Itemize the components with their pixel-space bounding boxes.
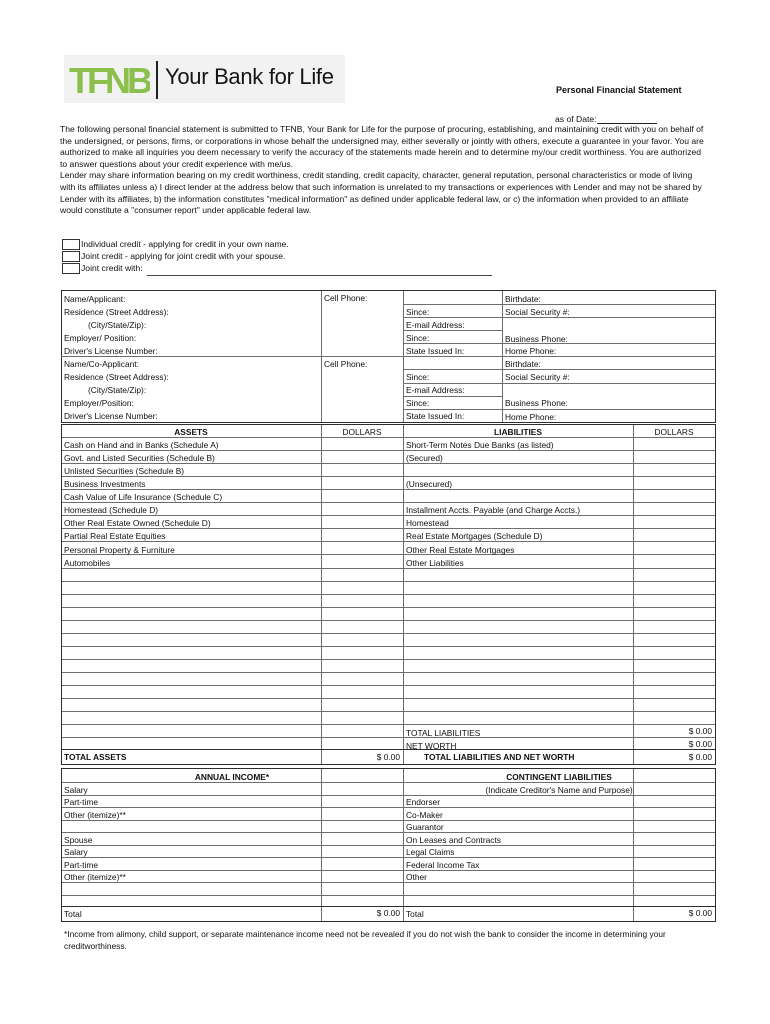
annual-income-header: ANNUAL INCOME*: [194, 772, 270, 782]
asset-item: Govt. and Listed Securities (Schedule B): [64, 453, 215, 463]
contingent-total-value: $ 0.00: [688, 908, 712, 918]
applicant-license-label: Driver's License Number:: [64, 346, 158, 356]
individual-credit-label: Individual credit - applying for credit in your own name.: [81, 239, 289, 249]
liability-item: Installment Accts. Payable (and Charge Accts.): [406, 505, 581, 515]
liability-item: Homestead: [406, 518, 449, 528]
liability-item: Other Liabilities: [406, 558, 464, 568]
total-liabilities-label: TOTAL LIABILITIES: [406, 728, 481, 738]
grid-line: [62, 807, 715, 808]
asset-item: Automobiles: [64, 558, 111, 568]
income-footnote: *Income from alimony, child support, or separate maintenance income need not be revealed if you do not wish the bank to consider the income in determining your creditworthiness.: [64, 929, 666, 951]
individual-credit-checkbox[interactable]: [62, 239, 80, 250]
applicant-cell-label: Cell Phone:: [324, 293, 368, 303]
co-applicant-name-label: Name/Co-Applicant:: [64, 359, 139, 369]
liabilities-header: LIABILITIES: [494, 427, 542, 437]
grid-line: [62, 832, 715, 833]
asset-item: Cash on Hand and in Banks (Schedule A): [64, 440, 219, 450]
liabilities-dollars-header: DOLLARS: [654, 427, 694, 437]
co-applicant-home-phone-label: Home Phone:: [505, 412, 557, 422]
liability-item: (Secured): [406, 453, 443, 463]
contingent-item: Endorser: [406, 797, 440, 807]
income-total-label: Total: [64, 909, 82, 919]
contingent-item: Co-Maker: [406, 810, 443, 820]
bank-logo: [64, 55, 345, 103]
applicant-city-label: (City/State/Zip):: [88, 320, 147, 330]
grid-line: [62, 724, 715, 725]
co-applicant-birthdate-label: Birthdate:: [505, 359, 541, 369]
asset-item: Other Real Estate Owned (Schedule D): [64, 518, 211, 528]
income-item: Other (itemize)**: [64, 872, 126, 882]
intro-paragraph-1: The following personal financial statement is submitted to TFNB, Your Bank for Life for the purpose of procuring, establishing, and maintaining credit with you on behalf of the undersigned, or persons, firms, or corporations in whose behalf the undersigned may, either severally or jointly with others, execute a guarantee in your favor. You are authorized to make all inquiries you deem necessary to verify the accuracy of the statements made herein and to determine my/our credit worthiness. You are authorized to answer questions about your credit experience with me/us.: [60, 124, 704, 169]
grid-line: [62, 711, 715, 712]
co-applicant-email-label: E-mail Address:: [406, 385, 465, 395]
asset-item: Cash Value of Life Insurance (Schedule C): [64, 492, 223, 502]
grid-line: [62, 476, 715, 477]
contingent-item: Guarantor: [406, 822, 444, 832]
grid-line: [62, 515, 715, 516]
logo-letters: TFNB: [69, 60, 149, 98]
income-item: Part-time: [64, 860, 98, 870]
joint-credit-with-label: Joint credit with:: [81, 263, 143, 273]
applicant-row-line: [403, 317, 715, 318]
contingent-item: Legal Claims: [406, 847, 455, 857]
applicant-row-line: [403, 409, 715, 410]
co-applicant-license-label: Driver's License Number:: [64, 411, 158, 421]
grid-line: [62, 607, 715, 608]
applicant-name-label: Name/Applicant:: [64, 294, 126, 304]
applicant-residence-label: Residence (Street Address):: [64, 307, 169, 317]
grid-line: [62, 620, 715, 621]
applicant-birthdate-label: Birthdate:: [505, 294, 541, 304]
grid-line: [62, 737, 715, 738]
page-title: Personal Financial Statement: [556, 85, 682, 95]
grid-line: [62, 857, 715, 858]
total-assets-label: TOTAL ASSETS: [64, 752, 127, 762]
asset-item: Partial Real Estate Equities: [64, 531, 166, 541]
grid-line: [62, 528, 715, 529]
grid-line: [62, 795, 715, 796]
net-worth-label: NET WORTH: [406, 741, 457, 751]
contingent-liabilities-header: CONTINGENT LIABILITIES: [506, 772, 612, 782]
liability-item: (Unsecured): [406, 479, 453, 489]
grid-line: [62, 820, 715, 821]
as-of-date-label: as of Date:: [555, 114, 597, 124]
grid-line: [62, 489, 715, 490]
applicant-state-issued-label: State Issued In:: [406, 346, 465, 356]
co-applicant-since-label: Since:: [406, 372, 430, 382]
grid-line: [62, 633, 715, 634]
grid-line: [62, 672, 715, 673]
applicant-since-label: Since:: [406, 307, 430, 317]
grid-line: [62, 463, 715, 464]
co-applicant-residence-label: Residence (Street Address):: [64, 372, 169, 382]
liability-item: Real Estate Mortgages (Schedule D): [406, 531, 543, 541]
asset-item: Personal Property & Furniture: [64, 545, 175, 555]
grid-line: [62, 581, 715, 582]
grid-line: [62, 749, 715, 750]
contingent-liabilities-subheader: (Indicate Creditor's Name and Purpose): [485, 785, 633, 795]
asset-item: Homestead (Schedule D): [64, 505, 159, 515]
grid-line: [62, 782, 715, 783]
logo-tagline: Your Bank for Life: [165, 64, 334, 89]
intro-text: [60, 124, 708, 217]
total-liabilities-net-worth-label: TOTAL LIABILITIES AND NET WORTH: [424, 752, 575, 762]
grid-line: [62, 594, 715, 595]
contingent-item: On Leases and Contracts: [406, 835, 501, 845]
co-applicant-city-label: (City/State/Zip):: [88, 385, 147, 395]
co-applicant-since2-label: Since:: [406, 398, 430, 408]
contingent-item: Federal Income Tax: [406, 860, 480, 870]
net-worth-value: $ 0.00: [688, 739, 712, 749]
joint-credit-label: Joint credit - applying for joint credit with your spouse.: [81, 251, 286, 261]
income-item: Spouse: [64, 835, 93, 845]
income-item: Part-time: [64, 797, 98, 807]
as-of-date: [555, 114, 657, 124]
grid-line: [62, 659, 715, 660]
grid-line: [62, 870, 715, 871]
grid-line: [62, 541, 715, 542]
total-liabilities-value: $ 0.00: [688, 726, 712, 736]
joint-credit-checkbox[interactable]: [62, 251, 80, 262]
grid-line: [62, 698, 715, 699]
applicant-row-line: [403, 396, 502, 397]
grid-line: [62, 502, 715, 503]
co-applicant-ssn-label: Social Security #:: [505, 372, 570, 382]
grid-line: [62, 685, 715, 686]
applicant-row-line: [403, 304, 715, 305]
grid-line: [62, 646, 715, 647]
as-of-date-field[interactable]: [597, 114, 657, 124]
logo-divider: [156, 61, 158, 99]
grid-line: [62, 895, 715, 896]
joint-credit-with-checkbox[interactable]: [62, 263, 80, 274]
applicant-row-line: [403, 330, 502, 331]
total-liabilities-net-worth-value: $ 0.00: [688, 752, 712, 762]
co-applicant-cell-label: Cell Phone:: [324, 359, 368, 369]
applicant-since2-label: Since:: [406, 333, 430, 343]
grid-line: [62, 845, 715, 846]
asset-item: Unlisted Securities (Schedule B): [64, 466, 185, 476]
contingent-item: Other: [406, 872, 427, 882]
intro-paragraph-2: Lender may share information bearing on my credit worthiness, credit standing, credit capacity, character, general reputation, personal characteristics or mode of living with its affiliates unless a) I direct lender at the address below that such information is unrelated to my transactions or experiences with Lender and may not be shared by Lender with its affiliates, b) the information constitutes "medical information" as defined under applicable federal law, or c) the information when provided to an affiliate would constitute a "consumer report" under applicable federal law.: [60, 170, 702, 216]
applicant-employer-label: Employer/ Position:: [64, 333, 137, 343]
income-item: Salary: [64, 847, 88, 857]
income-item: Other (itemize)**: [64, 810, 126, 820]
co-applicant-business-phone-label: Business Phone:: [505, 398, 568, 408]
grid-line: [62, 568, 715, 569]
applicant-row-line: [403, 369, 715, 370]
joint-credit-with-field[interactable]: [147, 275, 492, 276]
grid-line: [62, 437, 715, 438]
co-applicant-state-issued-label: State Issued In:: [406, 411, 465, 421]
tfnb-logo-mark-icon: [68, 60, 150, 98]
income-item: Salary: [64, 785, 88, 795]
assets-header: ASSETS: [174, 427, 208, 437]
applicant-row-line: [403, 383, 715, 384]
grid-line: [62, 906, 715, 907]
liability-item: Short-Term Notes Due Banks (as listed): [406, 440, 554, 450]
liability-item: Other Real Estate Mortgages: [406, 545, 515, 555]
grid-line: [62, 450, 715, 451]
contingent-total-label: Total: [406, 909, 424, 919]
assets-dollars-header: DOLLARS: [342, 427, 382, 437]
applicant-email-label: E-mail Address:: [406, 320, 465, 330]
applicant-home-phone-label: Home Phone:: [505, 346, 557, 356]
applicant-separator: [61, 356, 716, 357]
applicant-business-phone-label: Business Phone:: [505, 334, 568, 344]
applicant-ssn-label: Social Security #:: [505, 307, 570, 317]
asset-item: Business Investments: [64, 479, 146, 489]
total-assets-value: $ 0.00: [376, 752, 400, 762]
grid-line: [62, 882, 715, 883]
co-applicant-employer-label: Employer/Position:: [64, 398, 134, 408]
income-total-value: $ 0.00: [376, 908, 400, 918]
